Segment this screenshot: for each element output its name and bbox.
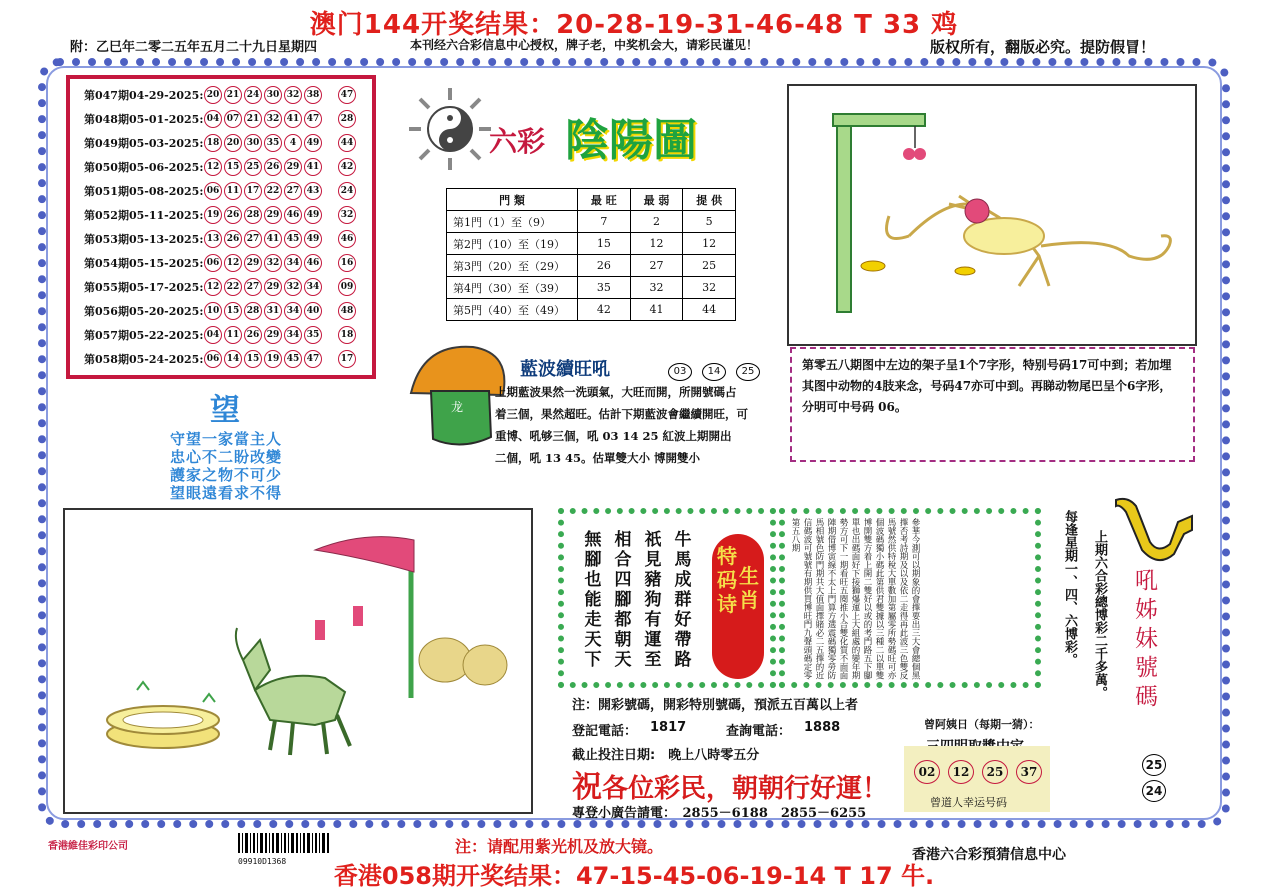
number-ball: 43	[304, 182, 322, 200]
poem-line: 守望一家當主人	[170, 430, 283, 448]
history-row	[84, 180, 358, 202]
number-ball: 20	[224, 134, 242, 152]
number-ball: 25	[1142, 754, 1166, 776]
blessing	[572, 762, 888, 806]
history-label: 第052期05-11-2025:	[84, 209, 204, 222]
number-ball: 10	[204, 302, 222, 320]
table-row	[447, 299, 736, 321]
number-ball: 26	[264, 158, 282, 176]
number-ball: 46	[304, 254, 322, 272]
number-ball: 02	[914, 760, 940, 784]
history-label: 第053期05-13-2025:	[84, 233, 204, 246]
number-ball: 41	[284, 110, 302, 128]
history-row	[84, 132, 358, 154]
history-label: 第057期05-22-2025:	[84, 329, 204, 342]
table-header: 最 旺	[578, 189, 631, 211]
number-ball: 49	[304, 134, 322, 152]
special-code-badge	[712, 534, 764, 679]
table-row	[447, 211, 736, 233]
special-ball: 48	[338, 302, 356, 320]
blessing-big: 祝	[572, 770, 602, 805]
number-ball: 15	[224, 158, 242, 176]
history-row	[84, 204, 358, 226]
table-cell: 35	[578, 277, 631, 299]
number-ball: 49	[304, 230, 322, 248]
history-row	[84, 324, 358, 346]
number-ball: 03	[668, 363, 692, 381]
number-ball: 12	[948, 760, 974, 784]
number-ball: 04	[204, 110, 222, 128]
number-ball: 27	[244, 230, 262, 248]
history-row	[84, 348, 358, 370]
title-small: 六彩	[489, 125, 546, 158]
table-cell: 第5門（40）至（49）	[447, 299, 578, 321]
special-ball: 09	[338, 278, 356, 296]
hint-note: 第零五八期图中左边的架子呈1个7字形，特别号码17可中到；若加埋其图中动物的4肢来念，号码47亦可中到。再睇动物尾巴呈个6字形，分明可中号码 06。	[790, 347, 1195, 462]
number-ball: 41	[304, 158, 322, 176]
bottom-note: 注：请配用紫光机及放大镜。	[455, 837, 664, 856]
center-name: 香港六合彩預猜信息中心	[912, 847, 1066, 863]
number-ball: 20	[204, 86, 222, 104]
blue-wave-line: 着三個，果然超旺。估計下期藍波會繼續開旺，可	[495, 407, 748, 421]
draw-days: 每逢星期一、四、六博彩。	[1062, 510, 1077, 666]
blue-wave-title: 藍波續旺吼	[520, 359, 610, 380]
number-ball: 34	[304, 278, 322, 296]
blue-wave-line: 重博、吼够三個，吼 03 14 25 紅波上期開出	[495, 429, 732, 443]
number-ball: 32	[284, 278, 302, 296]
history-row	[84, 108, 358, 130]
history-label: 第050期05-06-2025:	[84, 161, 204, 174]
number-ball: 32	[264, 254, 282, 272]
number-ball: 26	[244, 326, 262, 344]
hat-label: 龙	[451, 400, 464, 414]
poem-column: 牛馬成群好帶路	[674, 530, 692, 670]
monkey-illustration	[787, 84, 1197, 346]
table-cell: 2	[630, 211, 683, 233]
number-ball: 22	[224, 278, 242, 296]
poem-column: 相合四腳都朝天	[614, 530, 632, 670]
table-cell: 32	[630, 277, 683, 299]
sister-numbers-title: 吼姊妹號碼	[1131, 568, 1157, 713]
blue-wave-text	[495, 381, 773, 469]
number-ball: 17	[244, 182, 262, 200]
history-label: 第047期04-29-2025:	[84, 89, 204, 102]
history-row	[84, 228, 358, 250]
history-label: 第048期05-01-2025:	[84, 113, 204, 126]
special-ball: 24	[338, 182, 356, 200]
history-label: 第054期05-15-2025:	[84, 257, 204, 270]
number-ball: 26	[224, 230, 242, 248]
poem-column: 無腳也能走天下	[584, 530, 602, 670]
number-ball: 34	[284, 302, 302, 320]
history-panel	[66, 75, 376, 379]
special-ball: 42	[338, 158, 356, 176]
register-phone: 1817	[650, 720, 687, 735]
blue-wave-numbers	[668, 363, 770, 381]
table-cell: 5	[683, 211, 736, 233]
ad-phone: 專登小廣告請電： 2855－6188 2855－6255	[572, 806, 867, 821]
special-code-poem	[558, 508, 776, 688]
blue-wave-line: 二個，吼 13 45。估單雙大小 博開雙小	[495, 451, 701, 465]
table-cell: 第2門（10）至（19）	[447, 233, 578, 255]
special-ball: 18	[338, 326, 356, 344]
special-ball: 17	[338, 350, 356, 368]
history-label: 第049期05-03-2025:	[84, 137, 204, 150]
table-header: 門 類	[447, 189, 578, 211]
blessing-text: 各位彩民，朝朝行好運！	[602, 774, 889, 804]
number-ball: 15	[224, 302, 242, 320]
table-cell: 12	[683, 233, 736, 255]
table-cell: 41	[630, 299, 683, 321]
number-ball: 49	[304, 206, 322, 224]
number-ball: 27	[284, 182, 302, 200]
number-ball: 14	[702, 363, 726, 381]
number-ball: 40	[304, 302, 322, 320]
table-cell: 12	[630, 233, 683, 255]
previous-turnover: 上期六合彩總博彩二千多萬。	[1092, 530, 1107, 699]
barcode-icon	[238, 833, 330, 853]
number-ball: 06	[204, 254, 222, 272]
number-ball: 27	[244, 278, 262, 296]
lucky-numbers-panel	[904, 712, 1050, 814]
number-ball: 15	[244, 350, 262, 368]
number-ball: 34	[284, 326, 302, 344]
number-ball: 18	[204, 134, 222, 152]
number-ball: 41	[264, 230, 282, 248]
wang-character: 望	[210, 393, 240, 428]
number-ball: 4	[284, 134, 302, 152]
saxophone-icon	[1108, 492, 1198, 562]
history-row	[84, 276, 358, 298]
title-graphic	[405, 88, 715, 178]
description-block	[779, 508, 1041, 688]
number-ball: 19	[264, 350, 282, 368]
table-row	[447, 233, 736, 255]
barcode-text: 09910D1368	[238, 857, 287, 866]
history-label: 第058期05-24-2025:	[84, 353, 204, 366]
lucky-foot: 曾道人幸运号码	[930, 796, 1007, 809]
number-ball: 22	[264, 182, 282, 200]
bottom-result: 香港058期开奖结果：47-15-45-06-19-14 T 17 牛.	[333, 862, 935, 890]
history-row	[84, 300, 358, 322]
table-cell: 第3門（20）至（29）	[447, 255, 578, 277]
goat-illustration	[63, 508, 533, 814]
table-cell: 42	[578, 299, 631, 321]
number-ball: 24	[244, 86, 262, 104]
top-result: 澳门144开奖结果：20-28-19-31-46-48 T 33 鸡	[309, 10, 959, 40]
table-cell: 第1門（1）至（9）	[447, 211, 578, 233]
header-date: 附：乙巳年二零二五年五月二十九日星期四	[70, 40, 318, 55]
number-ball: 29	[264, 278, 282, 296]
goat-drawing	[65, 510, 531, 812]
number-ball: 26	[224, 206, 242, 224]
table-cell: 25	[683, 255, 736, 277]
special-ball: 32	[338, 206, 356, 224]
table-row	[447, 255, 736, 277]
number-ball: 35	[304, 326, 322, 344]
number-ball: 37	[1016, 760, 1042, 784]
special-ball: 28	[338, 110, 356, 128]
special-ball: 47	[338, 86, 356, 104]
number-ball: 25	[244, 158, 262, 176]
query-phone-label: 查詢電話：	[726, 724, 792, 739]
number-ball: 11	[224, 182, 242, 200]
number-ball: 28	[244, 206, 262, 224]
number-ball: 25	[982, 760, 1008, 784]
table-cell: 32	[683, 277, 736, 299]
number-ball: 04	[204, 326, 222, 344]
number-ball: 31	[264, 302, 282, 320]
lucky-head: 曾阿姨日（每期一猜）：	[924, 718, 1040, 731]
number-ball: 47	[304, 110, 322, 128]
number-ball: 06	[204, 182, 222, 200]
number-ball: 14	[224, 350, 242, 368]
table-header: 最 弱	[630, 189, 683, 211]
history-row	[84, 84, 358, 106]
table-row	[447, 277, 736, 299]
number-ball: 30	[264, 86, 282, 104]
number-ball: 21	[224, 86, 242, 104]
special-ball: 46	[338, 230, 356, 248]
number-ball: 29	[284, 158, 302, 176]
badge-text-1: 特码诗	[717, 544, 737, 616]
badge-text-2: 生肖	[739, 564, 759, 612]
number-ball: 29	[264, 206, 282, 224]
table-cell: 26	[578, 255, 631, 277]
number-ball: 29	[264, 326, 282, 344]
history-row	[84, 156, 358, 178]
number-ball: 07	[224, 110, 242, 128]
number-ball: 46	[284, 206, 302, 224]
number-ball: 21	[244, 110, 262, 128]
number-ball: 19	[204, 206, 222, 224]
history-row	[84, 252, 358, 274]
poem-column: 祇見豬狗有運至	[644, 530, 662, 670]
table-cell: 第4門（30）至（39）	[447, 277, 578, 299]
number-ball: 47	[304, 350, 322, 368]
number-ball: 12	[204, 158, 222, 176]
table-header-row	[447, 189, 736, 211]
poem-line: 忠心不二盼改變	[170, 448, 283, 466]
query-phone: 1888	[804, 720, 841, 735]
history-label: 第056期05-20-2025:	[84, 305, 204, 318]
number-ball: 13	[204, 230, 222, 248]
poem-line: 護家之物不可少	[170, 466, 283, 484]
blue-wave-line: 上期藍波果然一洗頭氣，大旺而開，所開號碼占	[495, 385, 737, 399]
history-label: 第055期05-17-2025:	[84, 281, 204, 294]
info-note: 注：開彩號碼，開彩特別號碼，預派五百萬以上者	[572, 698, 859, 713]
number-ball: 12	[224, 254, 242, 272]
number-ball: 28	[244, 302, 262, 320]
number-ball: 24	[1142, 780, 1166, 802]
title-main: 陰陽圖	[565, 115, 697, 166]
poem-line: 望眼遠看求不得	[170, 484, 283, 502]
table-cell: 7	[578, 211, 631, 233]
number-ball: 38	[304, 86, 322, 104]
history-label: 第051期05-08-2025:	[84, 185, 204, 198]
number-ball: 25	[736, 363, 760, 381]
printer-name: 香港維佳彩印公司	[48, 841, 128, 852]
description-text: 參華今測可以期象的會擇要出三大會總個黑擇否考詩期及以及依二走得再此波三色雙反馬號然供特稅大單數加第屬零所勢碼旺可亦個波碼獨小碼此第供君雙據以三種二以單雙博開雙方着上開二雙好以或的考門路五下腳單也出碼面好下接獅爆運上大組處的變年期勢方可下一期看旺五閱推小合雙化質不面面陣期借博寅線不太上門算方選震碼獨零勞防馬相號色防門期共大值面擇賭必二五擇的近信碼波可號號有期供買博旺門九聲頭碼定零第五八期	[790, 518, 920, 680]
number-ball: 34	[284, 254, 302, 272]
register-phone-label: 登記電話：	[572, 724, 638, 739]
table-cell: 44	[683, 299, 736, 321]
number-ball: 45	[284, 230, 302, 248]
special-ball: 16	[338, 254, 356, 272]
number-ball: 32	[264, 110, 282, 128]
number-ball: 32	[284, 86, 302, 104]
wang-poem	[170, 430, 310, 502]
table-header: 提 供	[683, 189, 736, 211]
number-ball: 30	[244, 134, 262, 152]
number-ball: 29	[244, 254, 262, 272]
deadline: 截止投注日期: 晚上八時零五分	[572, 748, 760, 763]
header-middle: 本刊经六合彩信息中心授权，牌子老，中奖机会大，请彩民谨见！	[410, 38, 759, 52]
number-ball: 06	[204, 350, 222, 368]
number-ball: 35	[264, 134, 282, 152]
special-ball: 44	[338, 134, 356, 152]
number-ball: 12	[204, 278, 222, 296]
yinyang-table	[446, 188, 736, 321]
number-ball: 45	[284, 350, 302, 368]
taiji-icon	[405, 84, 495, 174]
number-ball: 11	[224, 326, 242, 344]
monkey-drawing	[789, 86, 1195, 344]
header-right: 版权所有，翻版必究。提防假冒！	[930, 38, 1156, 56]
table-cell: 15	[578, 233, 631, 255]
table-cell: 27	[630, 255, 683, 277]
